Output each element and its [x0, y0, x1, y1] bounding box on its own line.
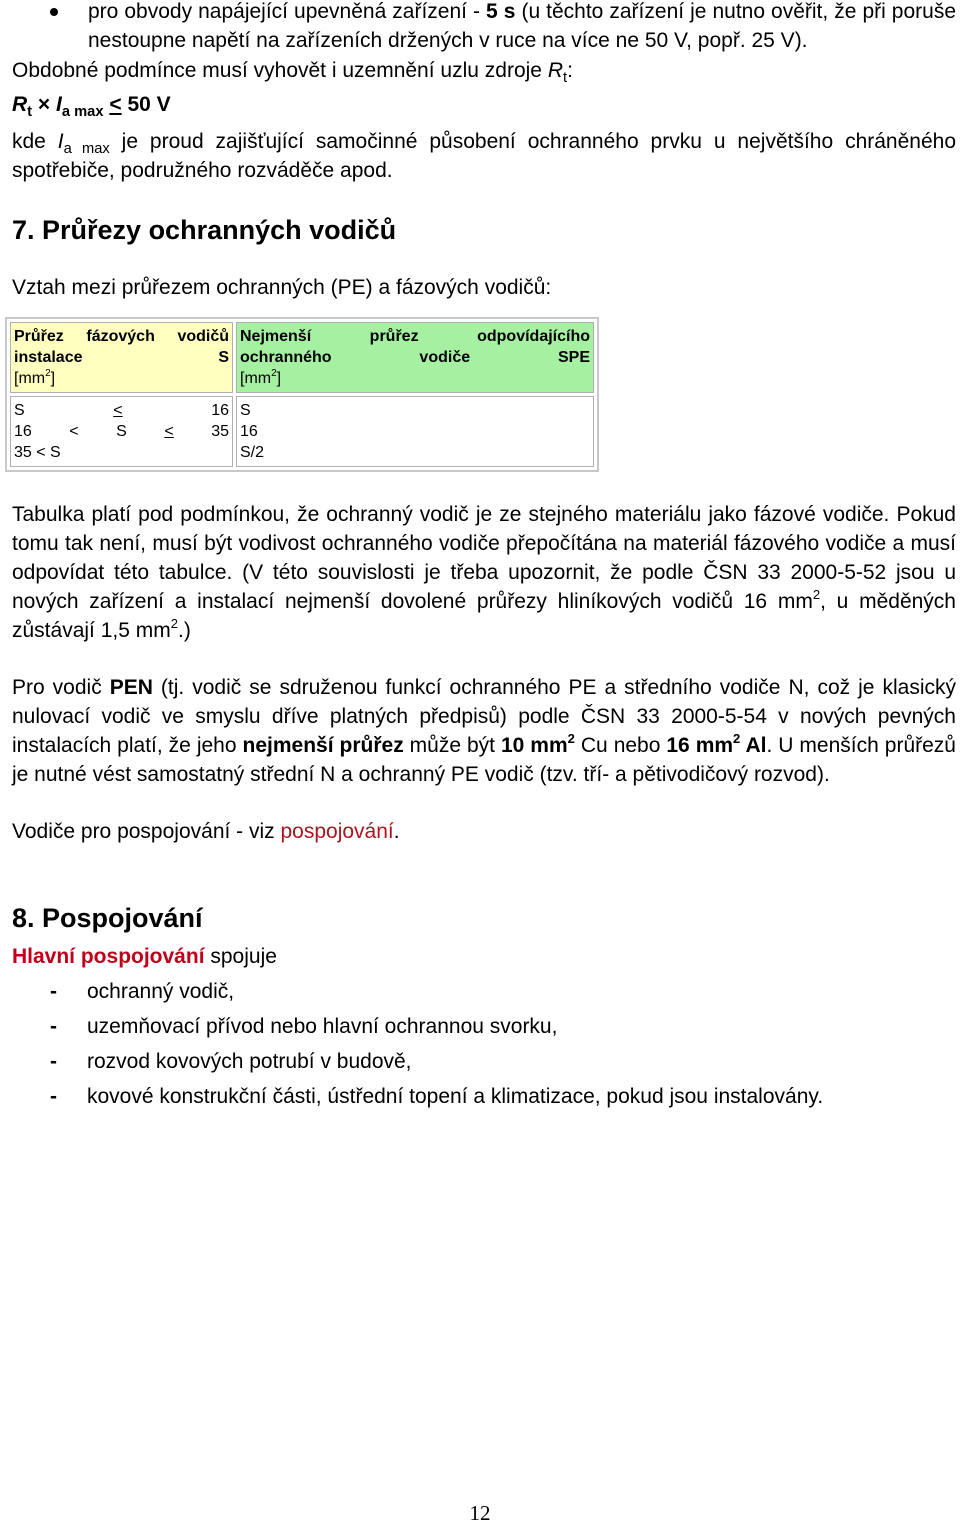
section-8-lead: Hlavní pospojování spojuje [12, 945, 277, 968]
list-item: - rozvod kovových potrubí v budově, [12, 1047, 956, 1076]
header-pe-cell: Nejmenší průřez odpovídajícího ochranného vodiče SPE $[mm^2]$ [236, 322, 594, 393]
bullet-item [12, 0, 956, 55]
bullet-text: pro obvody napájející upevněná zařízení - [88, 0, 487, 23]
section-7-lead: Vztah mezi průřezem ochranných (PE) a fázových vodičů: [12, 276, 552, 299]
dash-icon: - [50, 1050, 57, 1073]
phase-values-cell: S < 16 16 < S < 35 35 < S [10, 396, 233, 467]
le-sign: < [109, 93, 122, 116]
formula: $R_t \times I_{a max} < 50$ V [12, 93, 171, 121]
bullet-text-end: (u těchto zařízení je nutno ověřit, že při poruše nestoupne napětí na zařízeních držených v ruce na více ne 50 V, popř. 25 V). [88, 0, 957, 52]
table-row [10, 396, 594, 467]
hlavni-pospojovani-label: Hlavní pospojování [12, 945, 205, 968]
table-header-row [10, 322, 594, 393]
list-item: - uzemňovací přívod nebo hlavní ochrannou svorku, [12, 1012, 956, 1041]
section-8-title: 8. Pospojování [12, 903, 203, 933]
bullet-bold-value: 5 s [486, 0, 516, 23]
dash-icon: - [50, 1015, 57, 1038]
page-number: 12 [469, 1501, 491, 1525]
document-page [12, 0, 956, 1111]
list-item: - kovové konstrukční části, ústřední topení a klimatizace, pokud jsou instalovány. [12, 1082, 956, 1111]
dash-icon: - [50, 980, 57, 1003]
cross-section-table [5, 317, 599, 472]
section-7-title: 7. Průřezy ochranných vodičů [12, 215, 397, 245]
pen-paragraph: Pro vodič PEN (tj. vodič se sdruženou funkcí ochranného PE a středního vodiče N, což je klasický nulovací vodič ve smyslu dříve platných předpisů) podle ČSN 33 2000-5-54 v nových pevných instalacích platí, že jeho nejmenší průřez může být 10 $mm^2$ Cu nebo 16 $mm^2$ Al. U menších průřezů je nutné vést samostatný střední N a ochranný PE vodič (tzv. tří- a pětivodičový rozvod). [12, 676, 956, 786]
header-phase-cell: Průřez fázových vodičů instalace S $[mm^2]$ [10, 322, 233, 393]
kde-paragraph: kde $I_{a max}$ je proud zajišťující samočinné působení ochranného prvku u největšího chráněného spotřebiče, podružného rozváděče apod. [12, 130, 956, 182]
pe-values-cell: S 16 S/2 [236, 396, 594, 467]
vodice-line: Vodiče pro pospojování - viz pospojování. [12, 820, 400, 843]
list-item: - ochranný vodič, [12, 977, 956, 1006]
line-obdobne: Obdobné podmínce musí vyhovět i uzemnění uzlu zdroje $R_t$: [12, 59, 573, 87]
dash-icon: - [50, 1085, 57, 1108]
pospojovani-link[interactable]: pospojování [280, 820, 394, 843]
table-note-paragraph: Tabulka platí pod podmínkou, že ochranný vodič je ze stejného materiálu jako fázové vodiče. Pokud tomu tak není, musí být vodivost ochranného vodiče přepočítána na materiál fázového vodiče a musí odpovídat této tabulce. (V této souvislosti je třeba upozornit, že podle ČSN 33 2000-5-52 jsou u nových zařízení a instalací nejmenší dovolené průřezy hliníkových vodičů 16 $mm^2$, u měděných zůstávají 1,5 $mm^2$.) [12, 503, 956, 642]
bonding-list [12, 977, 956, 1111]
bullet-icon [50, 8, 58, 16]
